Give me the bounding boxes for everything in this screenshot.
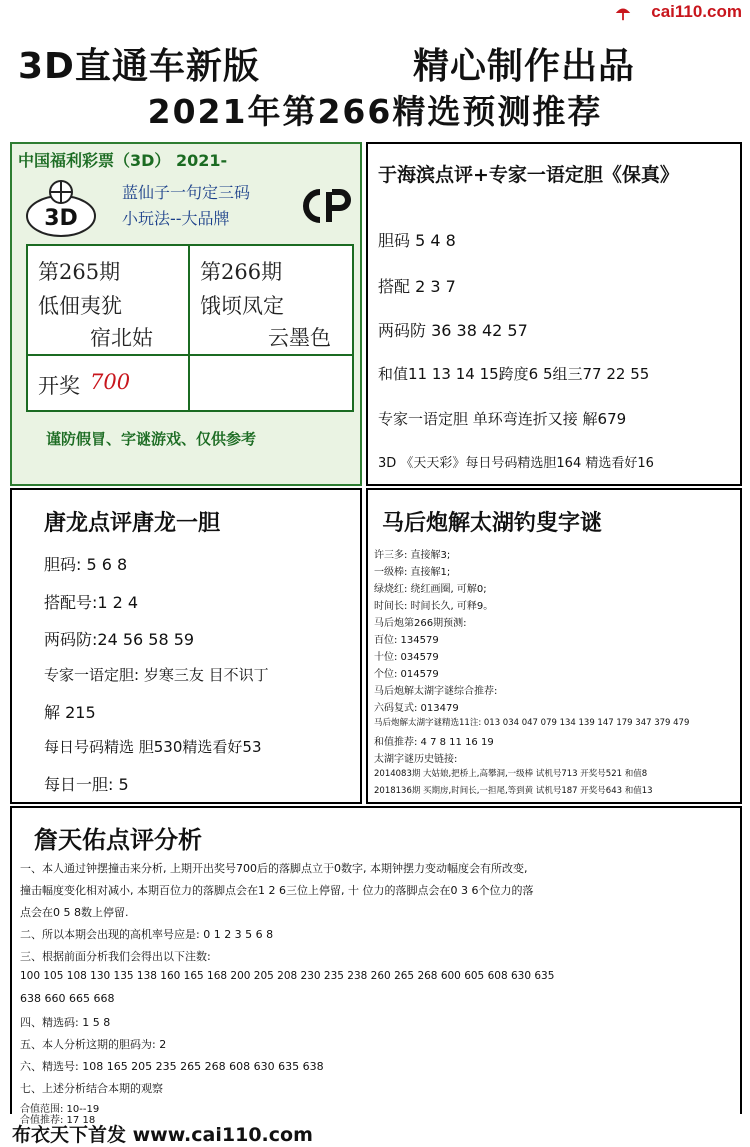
tang-line-4: 专家一语定胆: 岁寒三友 目不识丁 xyxy=(44,666,269,684)
ma-line: 和值推荐: 4 7 8 11 16 19 xyxy=(374,737,494,748)
3d-lottery-logo-icon xyxy=(24,178,98,240)
card-slogan-2: 小玩法--大品牌 xyxy=(122,209,230,228)
lottery-value: 700 xyxy=(90,370,131,394)
tang-line-5: 解 215 xyxy=(44,703,96,722)
footer-bar xyxy=(0,1117,750,1144)
zhan-line: 一、本人通过钟摆撞击来分析, 上期开出奖号700后的落脚点立于0数字, 本期钟摆力变动幅度会有所改变, xyxy=(20,862,528,875)
card-title: 中国福利彩票（3D） 2021- xyxy=(18,151,228,170)
panel-zhan xyxy=(10,806,742,1126)
ma-line: 马后炮解太湖字谜综合推荐: xyxy=(374,686,498,697)
zhan-line: 点会在0 5 8数上停留. xyxy=(20,906,129,919)
yu-line-5: 专家一语定胆 单环弯连折又接 解679 xyxy=(378,410,627,428)
yu-line-1: 胆码 5 4 8 xyxy=(378,231,456,250)
tang-line-2: 搭配号:1 2 4 xyxy=(44,593,139,612)
card-warning: 谨防假冒、字谜游戏、仅供参考 xyxy=(46,430,257,448)
ma-line: 百位: 134579 xyxy=(374,635,439,646)
ma-line: 许三多: 直接解3; xyxy=(374,550,451,561)
p266-line1: 饿顷凤定 xyxy=(200,294,284,318)
yu-line-2: 搭配 2 3 7 xyxy=(378,277,456,296)
tang-line-1: 胆码: 5 6 8 xyxy=(44,555,128,574)
ma-title: 马后炮解太湖钓叟字谜 xyxy=(382,511,603,536)
tang-line-7: 每日一胆: 5 xyxy=(44,775,129,794)
header-title-row xyxy=(18,38,718,89)
header-subtitle: 2021年第266精选预测推荐 xyxy=(147,92,603,131)
ma-line: 六码复式: 013479 xyxy=(374,703,459,714)
header-title-left: 3D直通车新版 xyxy=(18,46,260,87)
lottery-label: 开奖 xyxy=(38,374,80,398)
zhan-line: 六、精选号: 108 165 205 235 265 268 608 630 635 638 xyxy=(20,1060,324,1073)
lottery-card xyxy=(10,142,362,486)
zhan-line: 四、精选码: 1 5 8 xyxy=(20,1016,111,1029)
p265-line1: 低佃夷犹 xyxy=(38,294,122,318)
yu-line-3: 两码防 36 38 42 57 xyxy=(378,321,528,340)
zhan-line: 撞击幅度变化相对减小, 本期百位力的落脚点会在1 2 6三位上停留, 十 位力的落脚点会在0 3 6个位力的落 xyxy=(20,884,534,897)
ma-line: 2014083期 大姑娘,把桥上,高攀洞,一级棒 试机号713 开奖号521 和值8 xyxy=(374,769,648,779)
zhan-line: 合值范围: 10--19 xyxy=(20,1104,100,1115)
ma-line: 时间长: 时间长久, 可释9。 xyxy=(374,601,494,612)
cell-blank xyxy=(188,354,354,412)
ma-line: 个位: 014579 xyxy=(374,669,439,680)
zhan-line: 七、上述分析结合本期的观察 xyxy=(20,1082,163,1095)
tang-line-3: 两码防:24 56 58 59 xyxy=(44,630,195,649)
panel-ma xyxy=(366,488,742,804)
ma-line: 一级棒: 直接解1; xyxy=(374,567,451,578)
zhan-line: 638 660 665 668 xyxy=(20,992,115,1005)
p265-label: 第265期 xyxy=(38,260,121,284)
cell-lottery-result xyxy=(26,354,190,412)
zhan-line: 五、本人分析这期的胆码为: 2 xyxy=(20,1038,167,1051)
zhan-line: 合值推荐: 17 18 xyxy=(20,1115,96,1126)
card-logo-text: 3D xyxy=(44,206,78,231)
tang-title: 唐龙点评唐龙一胆 xyxy=(44,511,221,536)
ma-line: 马后炮第266期预测: xyxy=(374,618,467,629)
p266-label: 第266期 xyxy=(200,260,283,284)
zhan-line: 100 105 108 130 135 138 160 165 168 200 205 208 230 235 238 260 265 268 600 605 608 630 635 xyxy=(20,970,555,982)
ma-line: 太湖字谜历史链接: xyxy=(374,754,458,765)
ma-line: 绿烧红: 绕红画圈, 可解0; xyxy=(374,584,487,595)
site-brand[interactable]: cai110.com xyxy=(651,2,742,21)
zhan-line: 三、根据前面分析我们会得出以下注数: xyxy=(20,950,211,963)
zhan-line: 二、所以本期会出现的高机率号应是: 0 1 2 3 5 6 8 xyxy=(20,928,274,941)
ma-line: 马后炮解太湖字谜精选11注: 013 034 047 079 134 139 147 179 347 379 479 xyxy=(374,718,690,728)
tang-line-6: 每日号码精选 胆530精选看好53 xyxy=(44,738,262,756)
yu-title: 于海滨点评+专家一语定胆《保真》 xyxy=(378,164,679,186)
cell-period-265 xyxy=(26,244,190,356)
panel-tang xyxy=(10,488,362,804)
yu-line-4: 和值11 13 14 15跨度6 5组三77 22 55 xyxy=(378,365,650,383)
cell-period-266 xyxy=(188,244,354,356)
ma-line: 十位: 034579 xyxy=(374,652,439,663)
ma-line: 2018136期 买期房,时间长,一担尾,等到黄 试机号187 开奖号643 和值13 xyxy=(374,786,653,796)
yu-line-6: 3D 《天天彩》每日号码精选胆164 精选看好16 xyxy=(378,456,654,471)
zhan-title: 詹天佑点评分析 xyxy=(34,826,202,854)
cp-mark-icon xyxy=(302,186,352,226)
card-slogan-1: 蓝仙子一句定三码 xyxy=(122,183,251,202)
p265-line2: 宿北姑 xyxy=(90,326,153,350)
panel-yu xyxy=(366,142,742,486)
card-grid xyxy=(18,244,356,490)
header-title-right: 精心制作出品 xyxy=(413,46,636,87)
footer-text[interactable]: 布衣天下首发 www.cai110.com xyxy=(12,1124,313,1146)
p266-line2: 云墨色 xyxy=(268,326,331,350)
umbrella-logo-icon xyxy=(614,4,632,22)
